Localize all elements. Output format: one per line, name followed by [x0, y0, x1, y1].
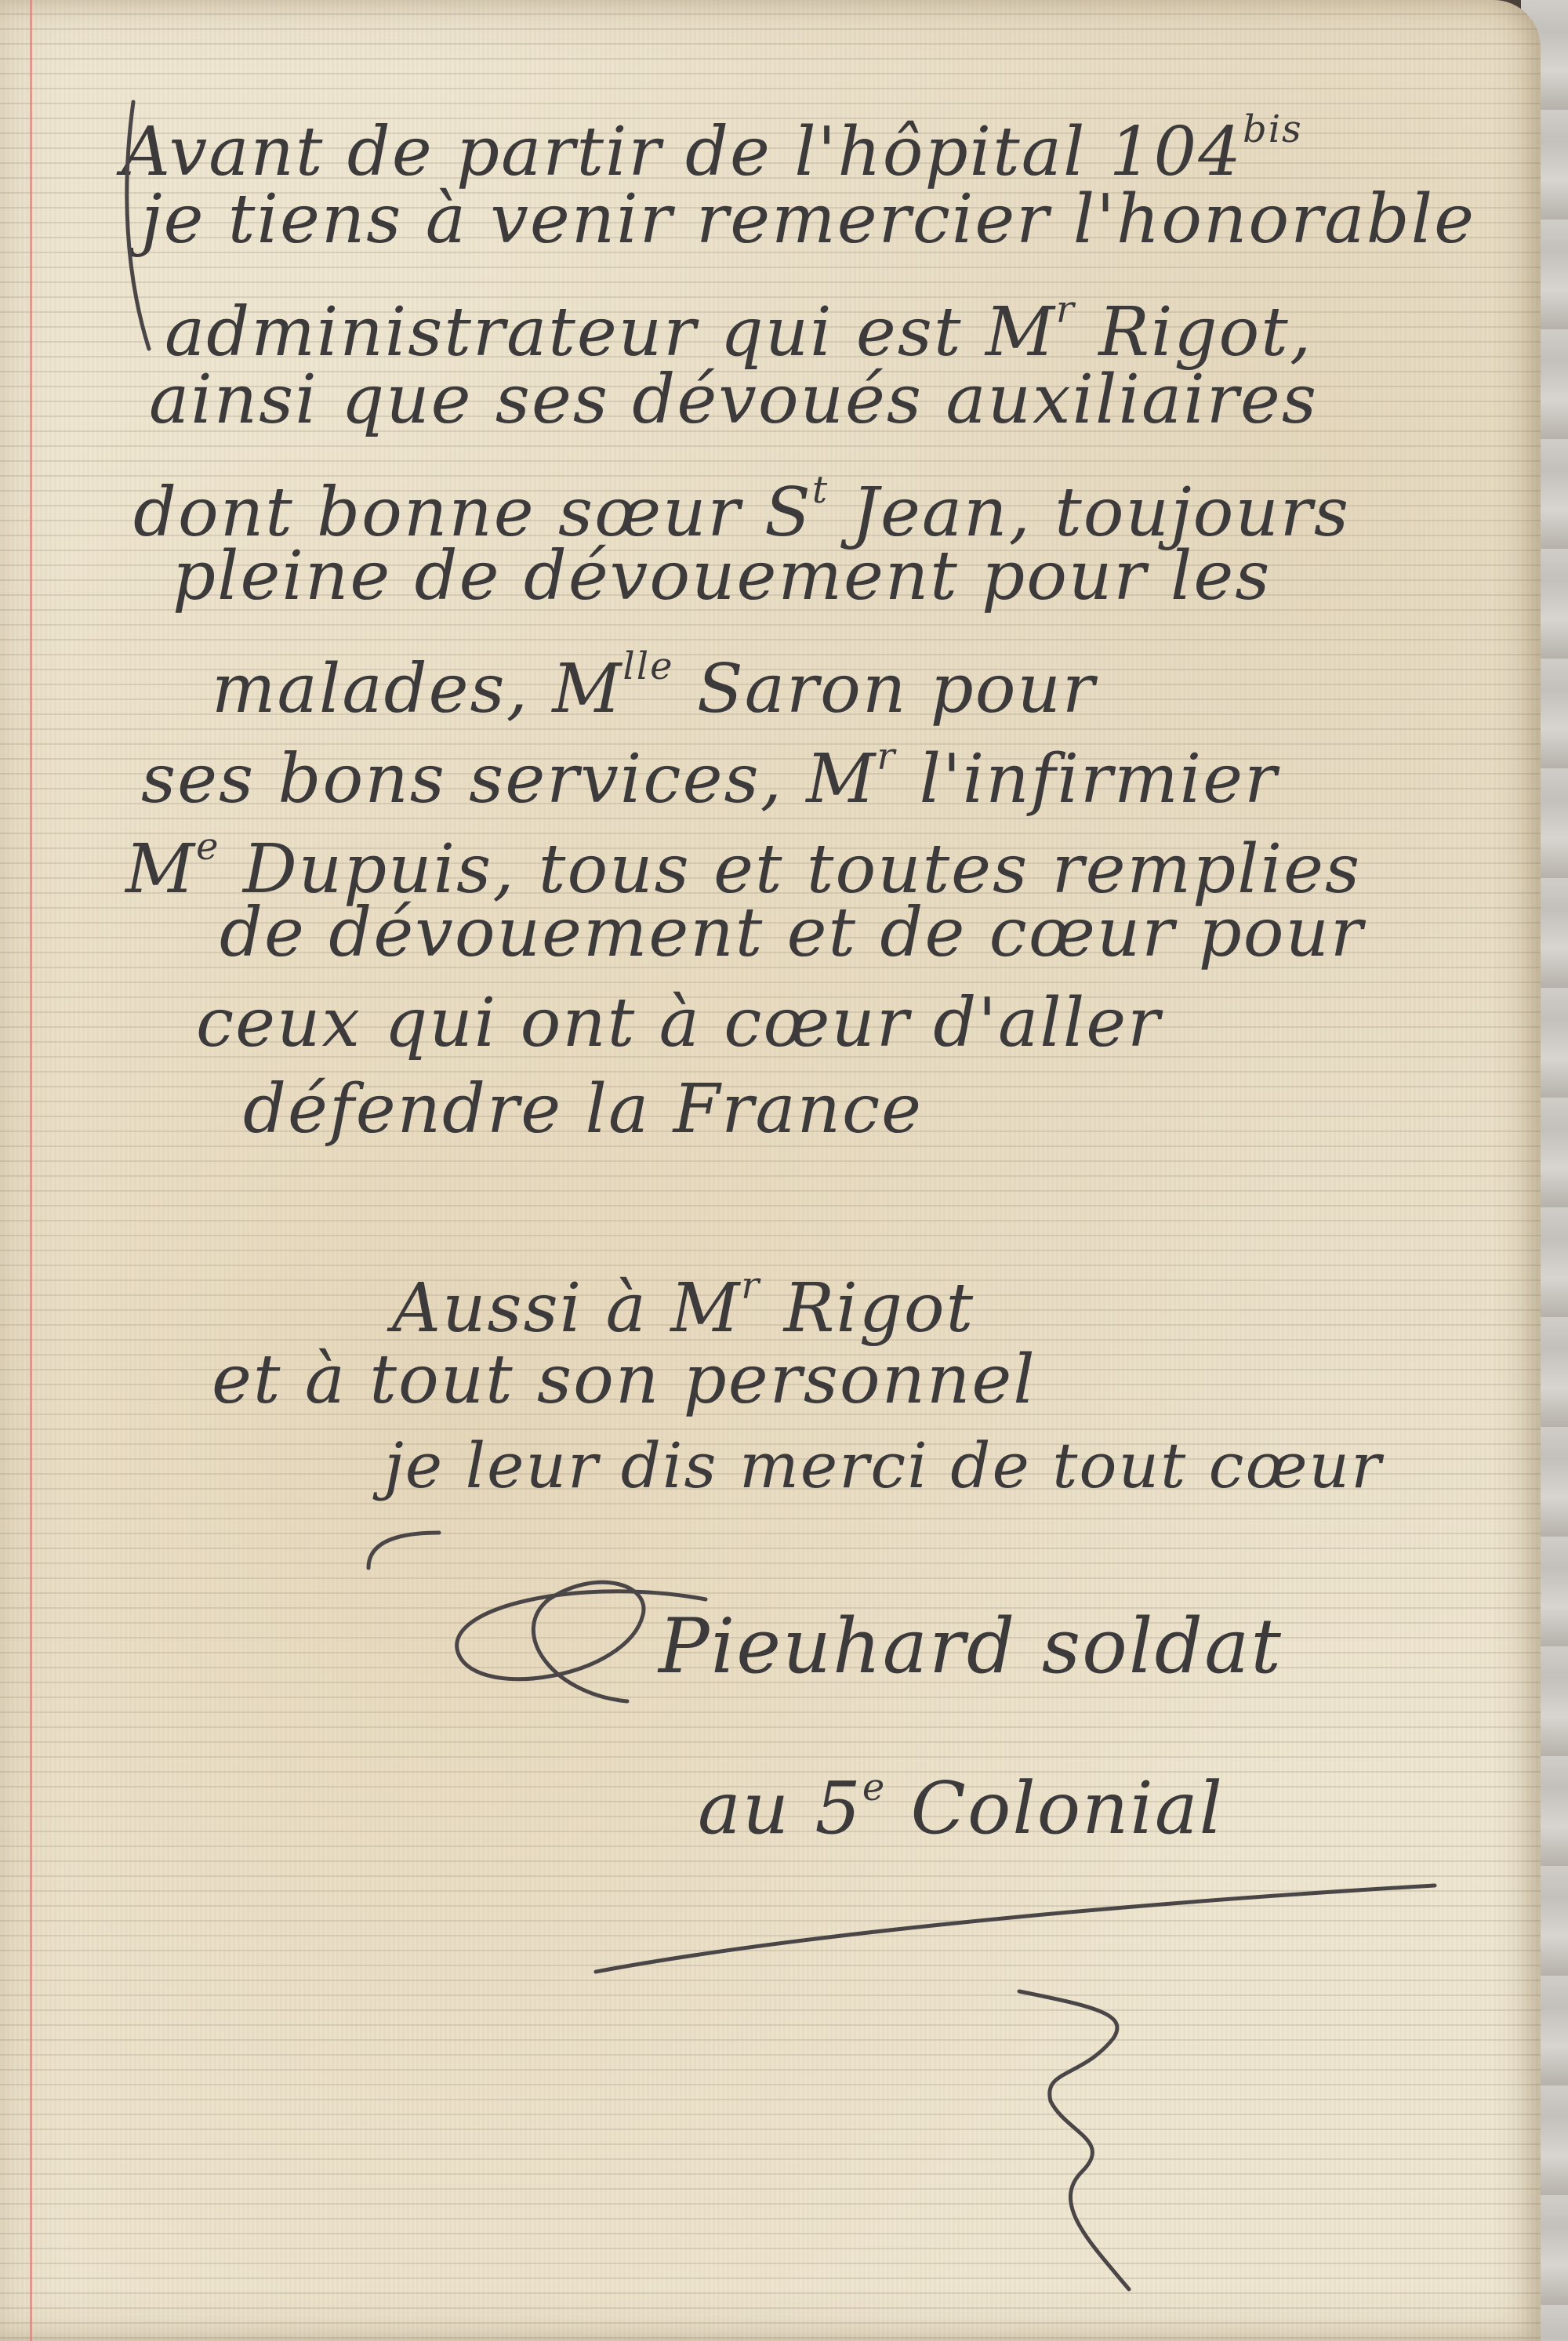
letter-line-12: défendre la France: [243, 1070, 924, 1149]
signature-unit: au 5e Colonial: [698, 1766, 1225, 1850]
letter-line-5: dont bonne sœur $S^t$ Jean, toujours: [133, 468, 1351, 552]
letter-line-1: Avant de partir de l'hôpital $104^{bis}$: [122, 107, 1303, 191]
letter-line-10: de dévouement et de cœur pour: [220, 894, 1365, 972]
letter-line-4: ainsi que ses dévoués auxiliaires: [149, 361, 1318, 439]
letter-line-3: administrateur qui est $M^r$ Rigot,: [165, 288, 1313, 372]
closing-line-2: et à tout son personnel: [212, 1341, 1036, 1419]
signature-name: Pieuhard soldat: [659, 1602, 1283, 1690]
letter-line-11: ceux qui ont à cœur d'aller: [196, 984, 1162, 1062]
signature-underline-stroke: [596, 1886, 1435, 1972]
closing-line-3: je leur dis merci de tout cœur: [384, 1429, 1383, 1502]
letter-line-7: malades, $M^{lle}$ Saron pour: [212, 644, 1096, 728]
signature-zigzag-stroke: [1019, 1991, 1129, 2289]
signature-loop-stroke: [457, 1582, 706, 1701]
closing-line-1: Aussi à $M^r$ Rigot: [392, 1264, 975, 1348]
closing-swash-stroke: [368, 1533, 439, 1568]
margin-curl-stroke: [127, 102, 149, 349]
letter-line-2: je tiens à venir remercier l'honorable: [141, 180, 1476, 259]
letter-line-8: ses bons services, $M^r$ l'infirmier: [141, 735, 1279, 818]
letter-line-6: pleine de dévouement pour les: [172, 537, 1272, 615]
letter-line-9: Me Dupuis, tous et toutes remplies: [125, 825, 1362, 909]
